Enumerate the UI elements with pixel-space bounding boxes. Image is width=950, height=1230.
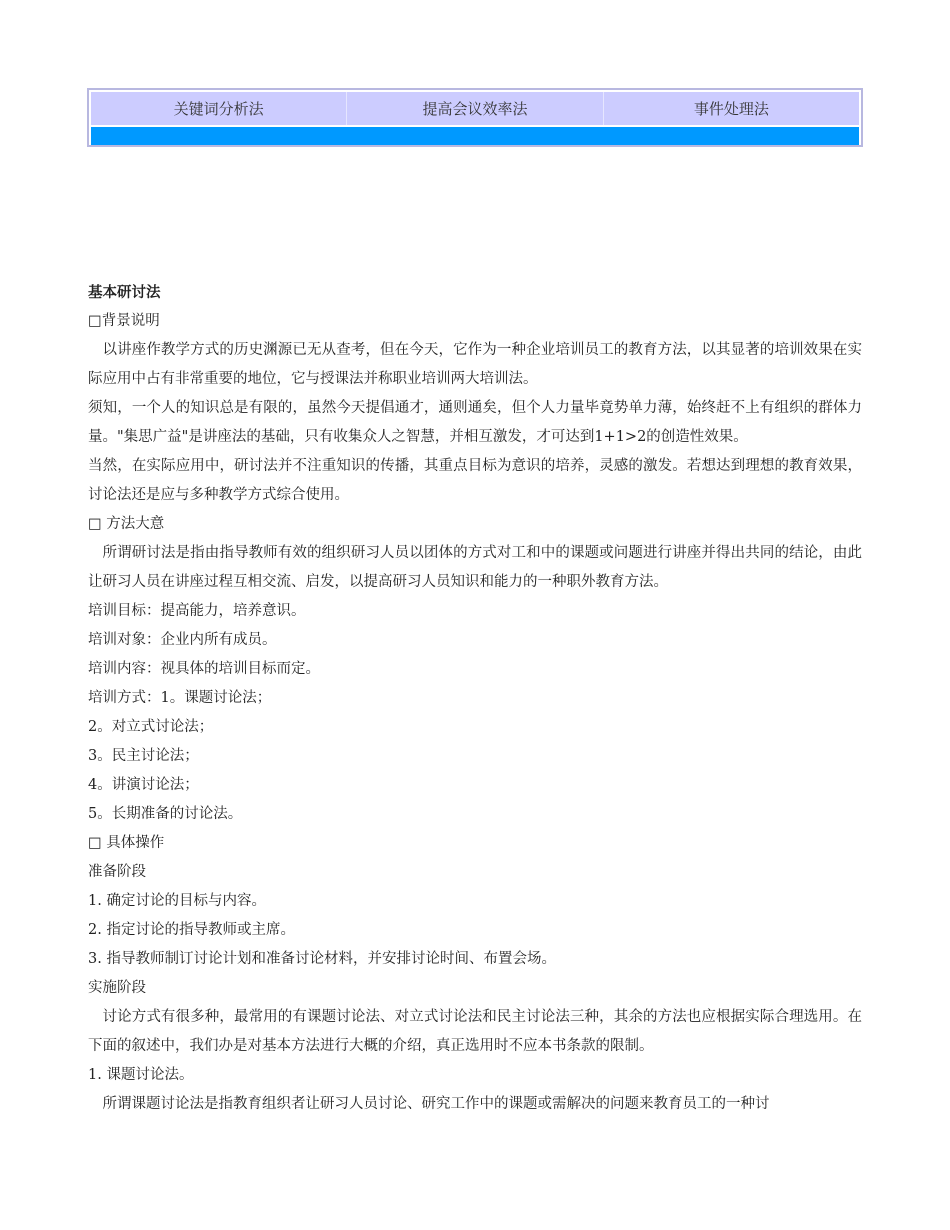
section-heading-background: □背景说明 <box>88 313 160 329</box>
stage-heading: 准备阶段 <box>88 864 146 880</box>
list-item: 2. 指定讨论的指导教师或主席。 <box>88 922 295 938</box>
nav-table <box>87 88 863 147</box>
list-item: 3。民主讨论法； <box>88 748 199 764</box>
paragraph: 讨论方式有很多种，最常用的有课题讨论法、对立式讨论法和民主讨论法三种，其余的方法也应根据实际合理选用。在下面的叙述中，我们办是对基本方法进行大概的介绍，真正选用时不应本书条款的限制。 <box>88 1009 862 1054</box>
article-body <box>88 278 862 1119</box>
section-heading-method: □ 方法大意 <box>88 516 165 532</box>
stage-heading: 实施阶段 <box>88 980 146 996</box>
info-line: 培训内容：视具体的培训目标而定。 <box>88 661 320 677</box>
nav-row <box>91 92 859 125</box>
info-line: 培训方式：1。课题讨论法； <box>88 690 272 706</box>
section-heading-operation: □ 具体操作 <box>88 835 165 851</box>
paragraph: 须知，一个人的知识总是有限的，虽然今天提倡通才，通则通矣，但个人力量毕竟势单力薄，始终赶不上有组织的群体力量。"集思广益"是讲座法的基础，只有收集众人之智慧，并相互激发，才可达到1+1>2的创造性效果。 <box>88 400 862 445</box>
article-title: 基本研讨法 <box>88 284 161 301</box>
list-item: 1. 确定讨论的目标与内容。 <box>88 893 266 909</box>
list-item: 1. 课题讨论法。 <box>88 1067 194 1083</box>
list-item: 3. 指导教师制订讨论计划和准备讨论材料，并安排讨论时间、布置会场。 <box>88 951 556 967</box>
info-line: 培训目标：提高能力，培养意识。 <box>88 603 306 619</box>
list-item: 4。讲演讨论法； <box>88 777 199 793</box>
nav-link-meeting-efficiency[interactable]: 提高会议效率法 <box>347 92 603 125</box>
nav-accent-bar <box>91 127 859 145</box>
nav-link-keyword-analysis[interactable]: 关键词分析法 <box>91 92 347 125</box>
info-line: 培训对象：企业内所有成员。 <box>88 632 277 648</box>
list-item: 2。对立式讨论法； <box>88 719 214 735</box>
paragraph: 当然，在实际应用中，研讨法并不注重知识的传播，其重点目标为意识的培养，灵感的激发。若想达到理想的教育效果，讨论法还是应与多种教学方式综合使用。 <box>88 458 862 503</box>
nav-link-event-handling[interactable]: 事件处理法 <box>604 92 859 125</box>
paragraph: 所谓研讨法是指由指导教师有效的组织研习人员以团体的方式对工和中的课题或问题进行讲座并得出共同的结论，由此让研习人员在讲座过程互相交流、启发，以提高研习人员知识和能力的一种职外教育方法。 <box>88 545 862 590</box>
paragraph: 所谓课题讨论法是指教育组织者让研习人员讨论、研究工作中的课题或需解决的问题来教育员工的一种讨 <box>102 1096 770 1112</box>
list-item: 5。长期准备的讨论法。 <box>88 806 243 822</box>
paragraph: 以讲座作教学方式的历史渊源已无从查考，但在今天，它作为一种企业培训员工的教育方法，以其显著的培训效果在实际应用中占有非常重要的地位，它与授课法并称职业培训两大培训法。 <box>88 342 862 387</box>
